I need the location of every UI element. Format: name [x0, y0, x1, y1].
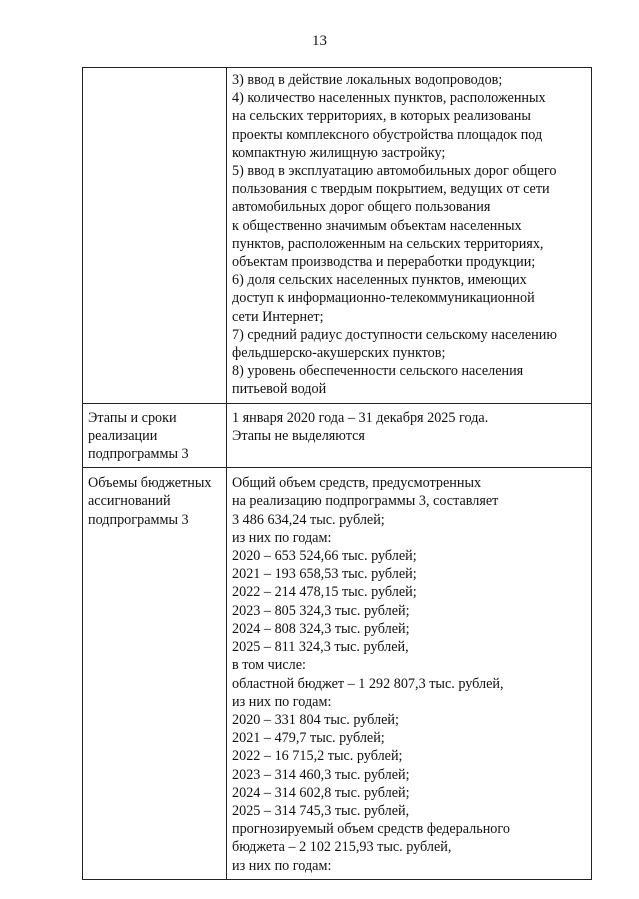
content-line: 2021 – 193 658,53 тыс. рублей; [232, 566, 417, 583]
content-line: 8) уровень обеспеченности сельского населения [232, 363, 524, 380]
content-line: 1 января 2020 года – 31 декабря 2025 года. [232, 409, 489, 426]
label-line: Этапы и сроки [88, 409, 177, 426]
row-label-cell [83, 468, 227, 879]
content-line: автомобильных дорог общего пользования [232, 199, 491, 216]
content-line: 2021 – 479,7 тыс. рублей; [232, 730, 385, 747]
table-row [83, 403, 592, 468]
table-row [83, 468, 592, 879]
content-line: фельдшерско-акушерских пунктов; [232, 345, 446, 362]
content-line: 2023 – 314 460,3 тыс. рублей; [232, 766, 410, 783]
content-line: сети Интернет; [232, 308, 324, 325]
content-line: 5) ввод в эксплуатацию автомобильных дорог общего [232, 163, 557, 180]
row-label-cell [83, 403, 227, 468]
content-line: 2025 – 811 324,3 тыс. рублей, [232, 639, 409, 656]
label-line: подпрограммы 3 [88, 511, 189, 528]
row-label-cell [83, 68, 227, 404]
content-line: 2020 – 331 804 тыс. рублей; [232, 711, 399, 728]
row-content-cell [227, 403, 592, 468]
content-line: в том числе: [232, 657, 306, 674]
content-line: Этапы не выделяются [232, 427, 365, 444]
content-line: питьевой водой [232, 381, 327, 398]
content-line: 6) доля сельских населенных пунктов, имеющих [232, 272, 527, 289]
content-line: 2024 – 314 602,8 тыс. рублей; [232, 784, 410, 801]
content-line: Общий объем средств, предусмотренных [232, 475, 482, 492]
content-line: прогнозируемый объем средств федерального [232, 821, 510, 838]
content-line: 2022 – 214 478,15 тыс. рублей; [232, 584, 417, 601]
content-line: 7) средний радиус доступности сельскому населению [232, 326, 557, 343]
content-line: 3 486 634,24 тыс. рублей; [232, 511, 385, 528]
row-content-cell [227, 68, 592, 404]
content-line: 2025 – 314 745,3 тыс. рублей, [232, 802, 410, 819]
content-line: из них по годам: [232, 693, 332, 710]
content-line: доступ к информационно-телекоммуникационной [232, 290, 535, 307]
content-line: пунктов, расположенным на сельских территориях, [232, 235, 544, 252]
content-line: из них по годам: [232, 529, 332, 546]
content-line: объектам производства и переработки продукции; [232, 254, 536, 271]
label-line: подпрограммы 3 [88, 446, 189, 463]
page-number: 13 [312, 33, 327, 49]
content-line: из них по годам: [232, 857, 332, 874]
row-content-cell [227, 468, 592, 879]
content-line: 4) количество населенных пунктов, расположенных [232, 90, 546, 107]
content-line: 3) ввод в действие локальных водопроводов; [232, 72, 503, 88]
label-line: Объемы бюджетных [88, 475, 212, 492]
content-line: 2024 – 808 324,3 тыс. рублей; [232, 620, 410, 637]
content-line: 2023 – 805 324,3 тыс. рублей; [232, 602, 410, 619]
content-line: бюджета – 2 102 215,93 тыс. рублей, [232, 839, 452, 856]
content-line: к общественно значимым объектам населенных [232, 217, 522, 234]
content-line: компактную жилищную застройку; [232, 144, 446, 161]
label-line: реализации [88, 427, 158, 444]
label-line: ассигнований [88, 493, 171, 510]
content-line: проекты комплексного обустройства площадок под [232, 126, 543, 143]
content-line: 2020 – 653 524,66 тыс. рублей; [232, 548, 417, 565]
content-line: на реализацию подпрограммы 3, составляет [232, 493, 499, 510]
table-row [83, 68, 592, 404]
content-line: областной бюджет – 1 292 807,3 тыс. рублей, [232, 675, 504, 692]
content-line: 2022 – 16 715,2 тыс. рублей; [232, 748, 403, 765]
program-passport-table [82, 67, 592, 880]
content-line: пользования с твердым покрытием, ведущих от сети [232, 181, 550, 198]
content-line: на сельских территориях, в которых реализованы [232, 108, 531, 125]
